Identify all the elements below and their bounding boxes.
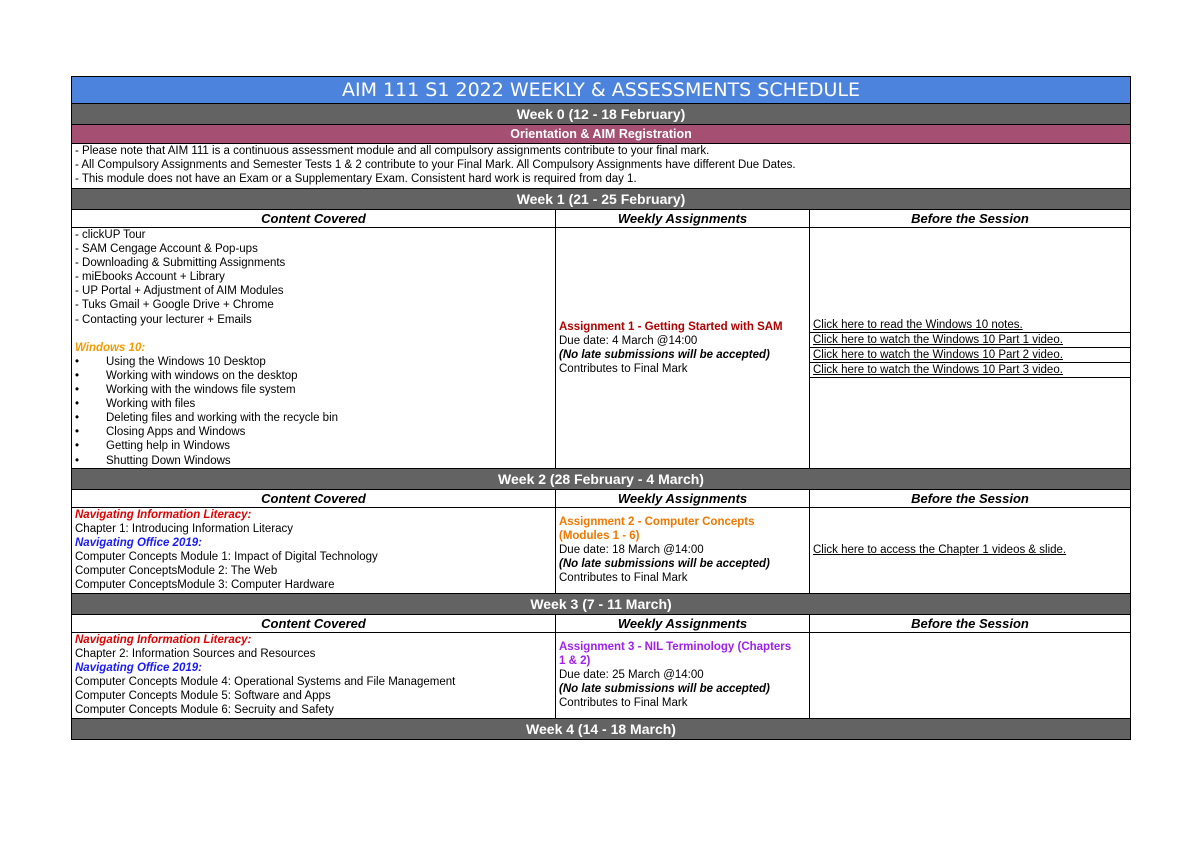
- assignment-title-cont: 1 & 2): [559, 654, 591, 667]
- column-header-assignments: Weekly Assignments: [556, 210, 810, 228]
- list-item: • Shutting Down Windows: [75, 454, 231, 467]
- orientation-header: Orientation & AIM Registration: [72, 125, 1131, 144]
- assignment-title: Assignment 1 - Getting Started with SAM: [559, 320, 783, 333]
- bullet-icon: •: [75, 412, 80, 425]
- bullet-icon: •: [75, 369, 80, 382]
- week-0-notes: [72, 144, 1131, 189]
- list-item: Computer Concepts Module 6: Secruity and Safety: [75, 704, 334, 717]
- assignment-contribution: Contributes to Final Mark: [559, 572, 688, 585]
- list-item: • Closing Apps and Windows: [75, 426, 246, 439]
- week-4-header: Week 4 (14 - 18 March): [72, 718, 1131, 739]
- week-3-content: [72, 632, 556, 718]
- list-item: Computer Concepts Module 1: Impact of Digital Technology: [75, 550, 378, 563]
- column-header-content: Content Covered: [72, 614, 556, 632]
- assignment-late-note: (No late submissions will be accepted): [559, 348, 770, 361]
- assignment-contribution: Contributes to Final Mark: [559, 697, 688, 710]
- week-1-content: [72, 228, 556, 469]
- list-item: - Tuks Gmail + Google Drive + Chrome: [75, 299, 274, 312]
- week-2-assignment: [556, 507, 810, 593]
- windows-video-2-link[interactable]: Click here to watch the Windows 10 Part 2 video.: [810, 348, 1130, 363]
- week-1-assignment: [556, 228, 810, 469]
- list-item: - SAM Cengage Account & Pop-ups: [75, 243, 258, 256]
- assignment-contribution: Contributes to Final Mark: [559, 362, 688, 375]
- column-header-content: Content Covered: [72, 210, 556, 228]
- week-1-header: Week 1 (21 - 25 February): [72, 189, 1131, 210]
- office-heading: Navigating Office 2019:: [75, 536, 202, 549]
- week-2-content: [72, 507, 556, 593]
- assignment-due: Due date: 4 March @14:00: [559, 334, 698, 347]
- list-item: • Using the Windows 10 Desktop: [75, 355, 266, 368]
- bullet-icon: •: [75, 384, 80, 397]
- list-item: Chapter 1: Introducing Information Literacy: [75, 522, 293, 535]
- column-header-assignments: Weekly Assignments: [556, 614, 810, 632]
- list-item: Computer ConceptsModule 3: Computer Hardware: [75, 579, 335, 592]
- column-header-before: Before the Session: [810, 489, 1131, 507]
- nil-heading: Navigating Information Literacy:: [75, 508, 252, 521]
- note-line: - Please note that AIM 111 is a continuous assessment module and all compulsory assignments contribute to your final mark.: [75, 145, 710, 157]
- office-heading: Navigating Office 2019:: [75, 661, 202, 674]
- list-item: Chapter 2: Information Sources and Resources: [75, 647, 316, 660]
- list-item: - clickUP Tour: [75, 229, 146, 241]
- nil-heading: Navigating Information Literacy:: [75, 633, 252, 646]
- column-header-content: Content Covered: [72, 489, 556, 507]
- list-item: - Downloading & Submitting Assignments: [75, 257, 286, 270]
- assignment-late-note: (No late submissions will be accepted): [559, 558, 770, 571]
- week-0-header: Week 0 (12 - 18 February): [72, 104, 1131, 125]
- column-header-before: Before the Session: [810, 614, 1131, 632]
- column-header-before: Before the Session: [810, 210, 1131, 228]
- assignment-due: Due date: 18 March @14:00: [559, 544, 704, 557]
- assignment-title: Assignment 3 - NIL Terminology (Chapters: [559, 640, 792, 653]
- bullet-icon: •: [75, 426, 80, 439]
- week-1-before-session: [810, 228, 1131, 469]
- week-2-header: Week 2 (28 February - 4 March): [72, 468, 1131, 489]
- column-header-assignments: Weekly Assignments: [556, 489, 810, 507]
- assignment-title-cont: (Modules 1 - 6): [559, 529, 640, 542]
- list-item: Computer Concepts Module 4: Operational Systems and File Management: [75, 675, 456, 688]
- bullet-icon: •: [75, 355, 80, 368]
- list-item: - miEbooks Account + Library: [75, 271, 225, 284]
- note-line: - All Compulsory Assignments and Semester Tests 1 & 2 contribute to your Final Mark. All Compulsory Assignments have different Due Dates.: [75, 159, 796, 172]
- list-item: • Working with the windows file system: [75, 384, 296, 397]
- windows-video-3-link[interactable]: Click here to watch the Windows 10 Part 3 video.: [810, 363, 1130, 378]
- list-item: Computer ConceptsModule 2: The Web: [75, 564, 278, 577]
- list-item: • Working with files: [75, 398, 196, 411]
- list-item: - UP Portal + Adjustment of AIM Modules: [75, 285, 284, 298]
- assignment-title: Assignment 2 - Computer Concepts: [559, 515, 755, 528]
- assignment-late-note: (No late submissions will be accepted): [559, 683, 770, 696]
- note-line: - This module does not have an Exam or a Supplementary Exam. Consistent hard work is required from day 1.: [75, 173, 637, 186]
- windows-heading: Windows 10:: [75, 341, 146, 354]
- list-item: • Deleting files and working with the recycle bin: [75, 412, 339, 425]
- schedule-title: AIM 111 S1 2022 WEEKLY & ASSESSMENTS SCHEDULE: [72, 77, 1131, 104]
- chapter-1-link[interactable]: Click here to access the Chapter 1 videos & slide.: [813, 544, 1067, 557]
- bullet-icon: •: [75, 398, 80, 411]
- bullet-icon: •: [75, 454, 80, 467]
- list-item: Computer Concepts Module 5: Software and Apps: [75, 689, 331, 702]
- windows-notes-link[interactable]: Click here to read the Windows 10 notes.: [810, 318, 1130, 333]
- week-3-assignment: [556, 632, 810, 718]
- week-3-header: Week 3 (7 - 11 March): [72, 593, 1131, 614]
- bullet-icon: •: [75, 440, 80, 453]
- list-item: • Working with windows on the desktop: [75, 369, 298, 382]
- week-2-before-session: [810, 507, 1131, 593]
- windows-video-1-link[interactable]: Click here to watch the Windows 10 Part 1 video.: [810, 333, 1130, 348]
- week-3-before-session: [810, 632, 1131, 718]
- schedule-table: [71, 76, 1131, 740]
- list-item: - Contacting your lecturer + Emails: [75, 313, 252, 326]
- list-item: • Getting help in Windows: [75, 440, 231, 453]
- assignment-due: Due date: 25 March @14:00: [559, 669, 704, 682]
- schedule-sheet: [71, 76, 1130, 740]
